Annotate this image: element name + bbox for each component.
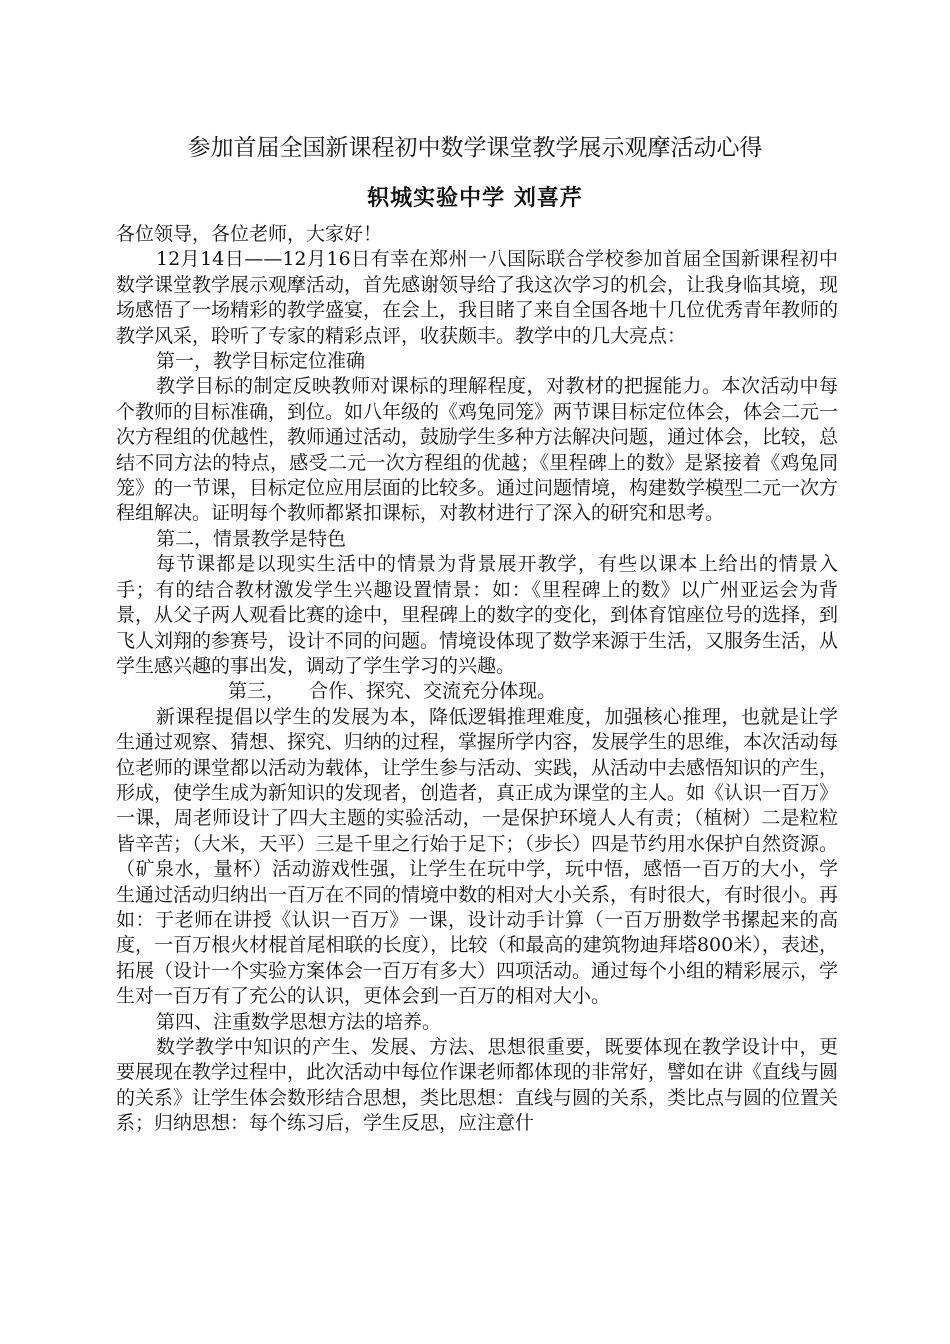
document-title: 参加首届全国新课程初中数学课堂教学展示观摩活动心得 [187,135,763,161]
section-heading-4: 第四、注重数学思想方法的培养。 [156,1010,442,1033]
section-body-2: 每节课都是以现实生活中的情景为背景展开教学，有些以课本上给出的情景入手；有的结合教材激发学生兴趣设置情景：如：《里程碑上的数》以广州亚运会为背景，从父子两人观看比赛的途中，里程碑上的数字的变化，到体育馆座位号的选择，到飞人刘翔的参赛号，设计不同的问题。情境设体现了数学来源于生活，又服务生活，从学生感兴趣的事出发，调动了学生学习的兴趣。 [116,553,839,677]
section-body-1: 教学目标的制定反映教师对课标的理解程度，对教材的把握能力。本次活动中每个教师的目标准确，到位。如八年级的《鸡兔同笼》两节课目标定位体会，体会二元一次方程组的优越性，教师通过活动，鼓励学生多种方法解决问题，通过体会，比较，总结不同方法的特点，感受二元一次方程组的优越；《里程碑上的数》是紧接着《鸡兔同笼》的一节课，目标定位应用层面的比较多。通过问题情境，构建数学模型二元一次方程组解决。证明每个教师都紧扣课标，对教材进行了深入的研究和思考。 [116,375,839,525]
section-heading-3: 第三， 合作、探究、交流充分体现。 [228,680,557,703]
intro-paragraph: 12月14日——12月16日有幸在郑州一八国际联合学校参加首届全国新课程初中数学课堂教学展示观摩活动，首先感谢领导给了我这次学习的机会，让我身临其境，现场感悟了一场精彩的教学盛宴，在会上，我目睹了来自全国各地十几位优秀青年教师的教学风采，聆听了专家的精彩点评，收获颇丰。教学中的几大亮点： [116,248,839,347]
document-author: 轵城实验中学 刘喜芹 [367,186,583,211]
section-body-4: 数学教学中知识的产生、发展、方法、思想很重要，既要体现在教学设计中，更要展现在教学过程中，此次活动中每位作课老师都体现的非常好，譬如在讲《直线与圆的关系》让学生体会数形结合思想，类比思想：直线与圆的关系，类比点与圆的位置关系；归纳思想：每个练习后，学生反思，应注意什 [116,1036,839,1135]
section-body-3: 新课程提倡以学生的发展为本，降低逻辑推理难度，加强核心推理，也就是让学生通过观察、猜想、探究、归纳的过程，掌握所学内容，发展学生的思维，本次活动每位老师的课堂都以活动为载体，让学生参与活动、实践，从活动中去感悟知识的产生，形成，使学生成为新知识的发现者，创造者，真正成为课堂的主人。如《认识一百万》一课，周老师设计了四大主题的实验活动，一是保护环境人人有责；（植树）二是粒粒皆辛苦；（大米，天平）三是千里之行始于足下；（步长）四是节约用水保护自然资源。（矿泉水，量杯）活动游戏性强，让学生在玩中学，玩中悟，感悟一百万的大小，学生通过活动归纳出一百万在不同的情境中数的相对大小关系，有时很大，有时很小。再如：于老师在讲授《认识一百万》一课，设计动手计算（一百万册数学书摞起来的高度，一百万根火材棍首尾相联的长度），比较（和最高的建筑物迪拜塔800米），表述，拓展（设计一个实验方案体会一百万有多大）四项活动。通过每个小组的精彩展示，学生对一百万有了充公的认识，更体会到一百万的相对大小。 [116,705,839,1008]
document-body [116,222,838,1137]
greeting-paragraph: 各位领导，各位老师，大家好！ [116,223,383,245]
section-heading-1: 第一，教学目标定位准确 [156,350,366,373]
section-heading-2: 第二，情景教学是特色 [156,527,347,550]
